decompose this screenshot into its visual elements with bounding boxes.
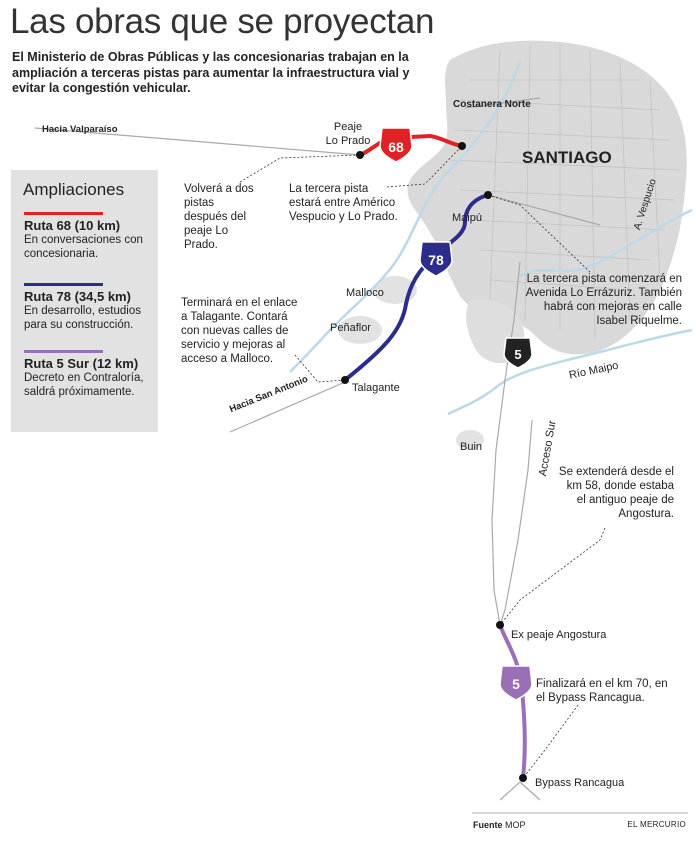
label-hacia-valparaiso: Hacia Valparaíso [42, 124, 118, 135]
note-ruta-78-start: La tercera pista comenzará en Avenida Lo Errázuriz. También habrá con mejoras en calle Isabel Riquelme. [525, 273, 682, 327]
shield-5-north-label: 5 [514, 347, 522, 362]
legend-item-ruta-68 [24, 212, 154, 261]
legend-swatch-5 [24, 350, 103, 353]
footer-source-value: MOP [505, 820, 526, 830]
legend-item-ruta-78 [24, 283, 154, 332]
legend-name-78: Ruta 78 (34,5 km) [24, 289, 131, 304]
label-hacia-san-antonio: Hacia San Antonio [228, 373, 310, 416]
label-acceso-sur: Acceso Sur [537, 419, 559, 478]
dot-vespucio [458, 142, 466, 150]
legend-desc-5: Decreto en Contraloría, saldrá próximamente. [24, 372, 144, 398]
shield-5-north [504, 338, 532, 368]
label-penaflor: Peñaflor [330, 322, 371, 334]
dot-maipu [484, 191, 492, 199]
shield-5-south-label: 5 [512, 676, 520, 692]
shield-5-south [500, 666, 532, 700]
note-ruta-68-west: Volverá a dos pistas después del peaje Lo Prado. [184, 183, 254, 251]
note-ruta-5-start: Se extenderá desde el km 58, donde estaba el antiguo peaje de Angostura. [558, 466, 674, 520]
label-santiago: SANTIAGO [522, 148, 612, 167]
legend-name-5: Ruta 5 Sur (12 km) [24, 356, 139, 371]
shield-78 [420, 242, 452, 276]
dot-talagante [341, 376, 349, 384]
dot-peaje-lo-prado [356, 151, 364, 159]
label-maipu: Maipú [452, 212, 482, 224]
label-rio-maipo: Río Maipo [568, 359, 620, 382]
label-talagante: Talagante [352, 382, 400, 394]
shield-68-label: 68 [388, 139, 404, 155]
footer-brand: EL MERCURIO [627, 820, 686, 829]
route-5-line [500, 625, 525, 778]
legend-box [11, 170, 158, 432]
legend-swatch-78 [24, 283, 103, 286]
shield-78-label: 78 [428, 252, 444, 268]
legend-name-68: Ruta 68 (10 km) [24, 218, 121, 233]
label-malloco: Malloco [346, 287, 384, 299]
legend-heading: Ampliaciones [23, 180, 125, 199]
legend-desc-78: En desarrollo, estudios para su construcción. [24, 305, 141, 331]
shield-68 [380, 128, 412, 162]
note-ruta-68-east: La tercera pista estará entre Américo Vespucio y Lo Prado. [289, 183, 398, 223]
legend-desc-68: En conversaciones con concesionaria. [24, 234, 143, 260]
note-ruta-78-end: Terminará en el enlace a Talagante. Contará con nuevas calles de servicio y mejoras al acceso a Malloco. [181, 297, 298, 365]
label-buin: Buin [460, 441, 483, 453]
legend-item-ruta-5-sur [24, 350, 154, 399]
legend-swatch-68 [24, 212, 103, 215]
footer-source [473, 820, 526, 830]
label-ex-peaje-angostura: Ex peaje Angostura [511, 629, 607, 641]
label-costanera-norte: Costanera Norte [453, 99, 531, 110]
dot-angostura [496, 621, 504, 629]
page-subtitle: El Ministerio de Obras Públicas y las concesionarias trabajan en la ampliación a terceras pistas para aumentar la infraestructura vial y evitar la congestión vehicular. [12, 50, 410, 95]
note-ruta-5-end: Finalizará en el km 70, en el Bypass Rancagua. [536, 678, 668, 704]
footer-source-label: Fuente [473, 820, 503, 830]
dot-bypass [519, 774, 527, 782]
label-a-vespucio: A. Vespucio [632, 177, 659, 232]
page-title: Las obras que se proyectan [10, 2, 435, 41]
label-bypass-rancagua: Bypass Rancagua [535, 777, 625, 789]
label-peaje-lo-prado: Peaje Lo Prado [325, 121, 371, 147]
